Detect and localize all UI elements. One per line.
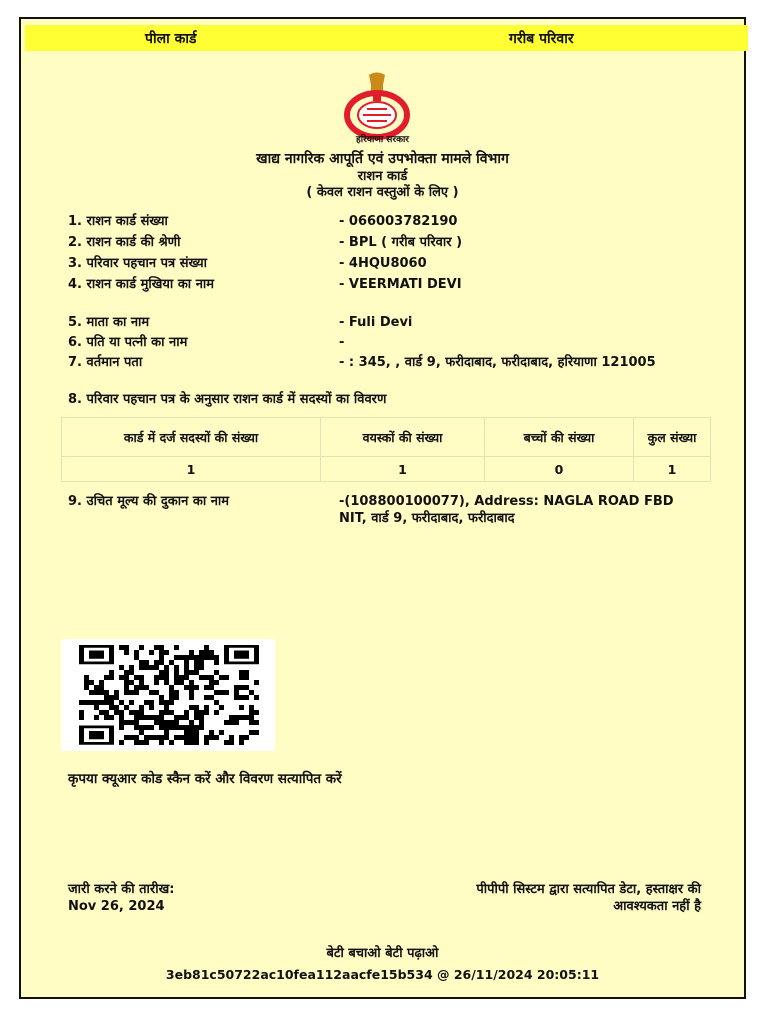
scan-instruction: कृपया क्यूआर कोड स्कैन करें और विवरण सत्यापित करें bbox=[68, 771, 342, 787]
verification-hash: 3eb81c50722ac10fea112aacfe15b534 @ 26/11/2024 20:05:11 bbox=[165, 967, 600, 982]
shop-value: -(108800100077), Address: NAGLA ROAD FBD NIT, वार्ड 9, फरीदाबाद, फरीदाबाद bbox=[339, 494, 674, 526]
field-label: 5. माता का नाम bbox=[68, 315, 150, 330]
field-value: - 4HQU8060 bbox=[339, 256, 427, 271]
field-value: - Fuli Devi bbox=[339, 315, 413, 330]
card-color-label: पीला कार्ड bbox=[145, 31, 197, 47]
shop-label: 9. उचित मूल्य की दुकान का नाम bbox=[68, 494, 230, 509]
field-value: - BPL ( गरीब परिवार ) bbox=[339, 235, 463, 250]
table-header-cell: वयस्कों की संख्या bbox=[321, 418, 485, 457]
field-label: 7. वर्तमान पता bbox=[68, 355, 143, 370]
department-name: खाद्य नागरिक आपूर्ति एवं उपभोक्ता मामले विभाग bbox=[256, 151, 509, 167]
qr-code bbox=[61, 639, 275, 751]
table-header-cell: कुल संख्या bbox=[634, 418, 711, 457]
slogan: बेटी बचाओ बेटी पढ़ाओ bbox=[326, 946, 439, 961]
verification-note bbox=[281, 881, 701, 915]
table-header-cell: बच्चों की संख्या bbox=[485, 418, 634, 457]
ration-card bbox=[19, 17, 746, 999]
field-label: 2. राशन कार्ड की श्रेणी bbox=[68, 235, 181, 250]
field-label: 4. राशन कार्ड मुखिया का नाम bbox=[68, 277, 215, 292]
issue-date-value: Nov 26, 2024 bbox=[68, 899, 165, 914]
verification-note-line: आवश्यकता नहीं है bbox=[613, 899, 701, 914]
qr-code-icon bbox=[79, 645, 259, 745]
field-value: - 066003782190 bbox=[339, 214, 458, 229]
card-header-bar bbox=[25, 25, 748, 51]
field-label: 3. परिवार पहचान पत्र संख्या bbox=[68, 256, 208, 271]
issue-date-block bbox=[68, 881, 174, 915]
table-header-cell: कार्ड में दर्ज सदस्यों की संख्या bbox=[62, 418, 321, 457]
document-subtitle: ( केवल राशन वस्तुओं के लिए ) bbox=[306, 185, 459, 200]
field-value: - bbox=[339, 335, 345, 350]
table-row bbox=[62, 457, 711, 482]
field-value: - : 345, , वार्ड 9, फरीदाबाद, फरीदाबाद, हरियाणा 121005 bbox=[339, 355, 656, 370]
government-name: हरियाणा सरकार bbox=[355, 135, 409, 145]
members-table bbox=[61, 417, 711, 482]
table-cell: 0 bbox=[485, 457, 634, 482]
members-heading: 8. परिवार पहचान पत्र के अनुसार राशन कार्ड में सदस्यों का विवरण bbox=[68, 392, 387, 407]
issue-date-label: जारी करने की तारीख: bbox=[68, 882, 175, 897]
field-value: - VEERMATI DEVI bbox=[339, 277, 462, 292]
verification-note-line: पीपीपी सिस्टम द्वारा सत्यापित डेटा, हस्ताक्षर की bbox=[476, 882, 701, 897]
table-cell: 1 bbox=[634, 457, 711, 482]
field-label: 6. पति या पत्नी का नाम bbox=[68, 335, 188, 350]
card-category-label: गरीब परिवार bbox=[509, 31, 574, 47]
table-cell: 1 bbox=[62, 457, 321, 482]
document-title: राशन कार्ड bbox=[357, 169, 408, 184]
field-label: 1. राशन कार्ड संख्या bbox=[68, 214, 168, 229]
table-cell: 1 bbox=[321, 457, 485, 482]
